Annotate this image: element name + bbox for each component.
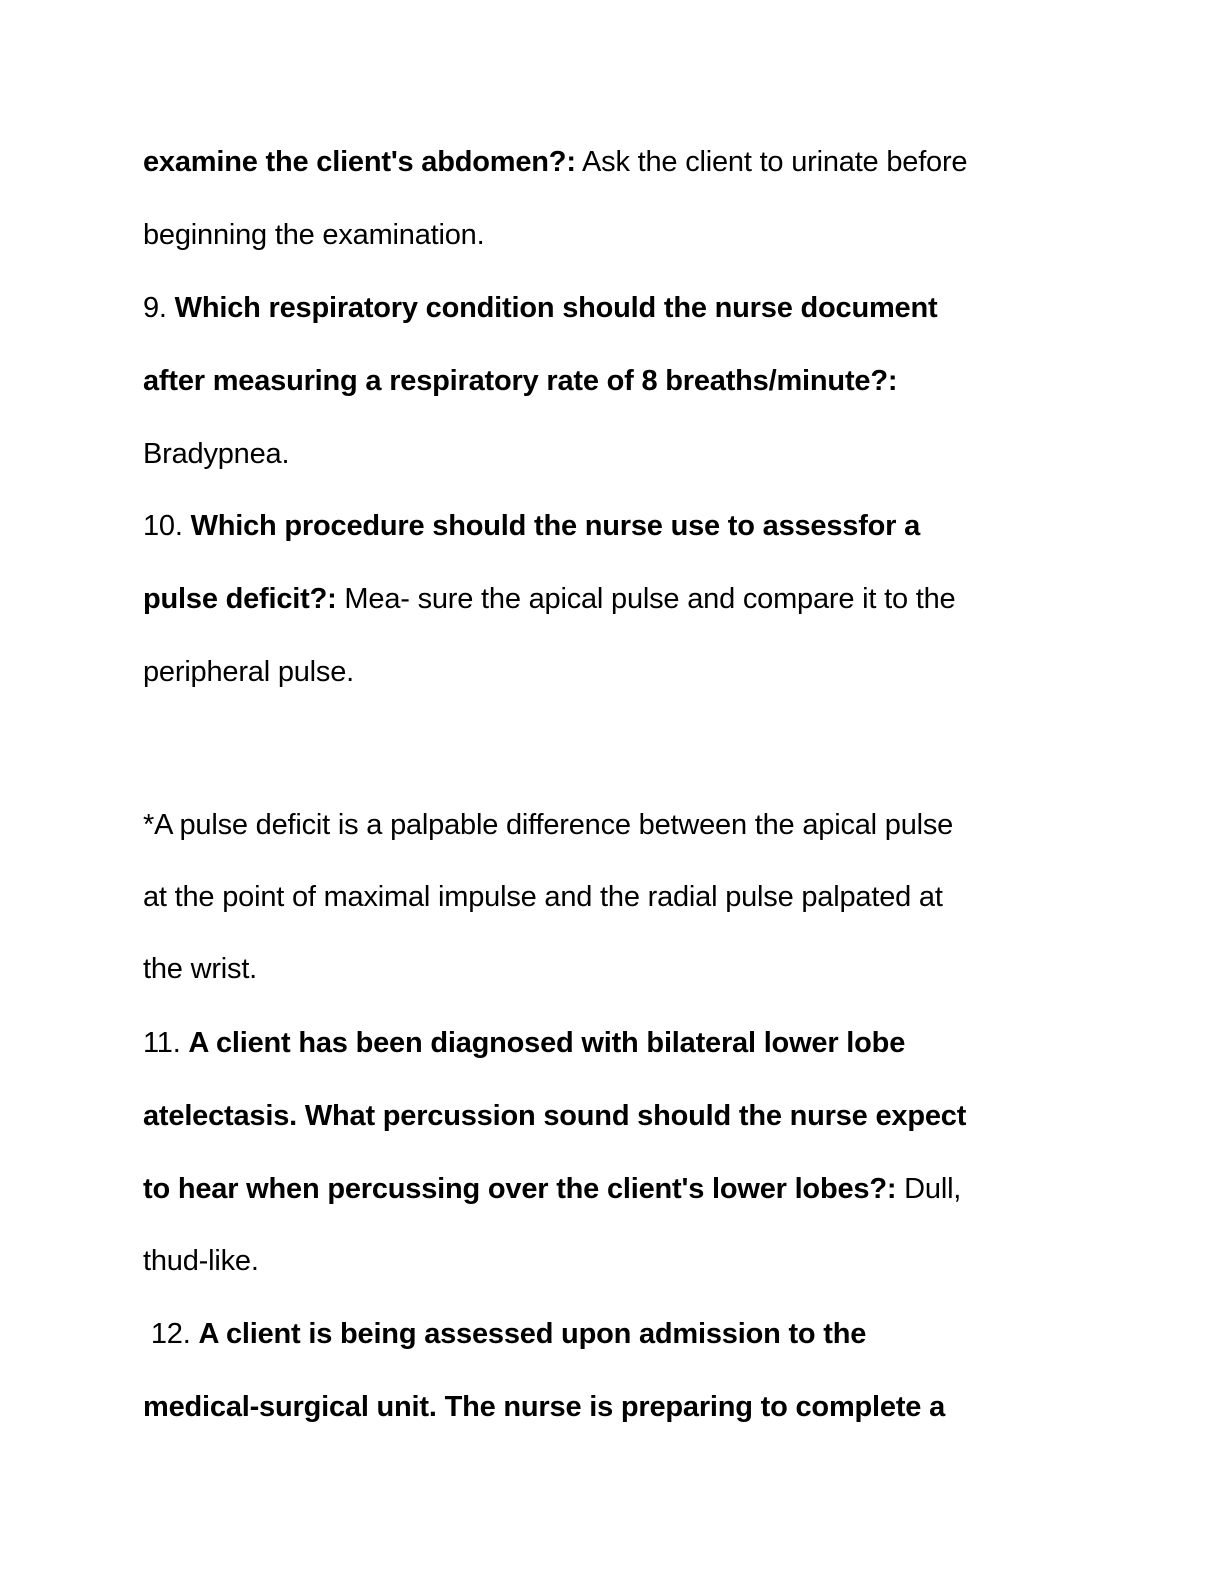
pulse-deficit-note: *A pulse deficit is a palpable difference between the apical pulse bbox=[143, 809, 954, 841]
q11-question-end: to hear when percussing over the client's lower lobes?: bbox=[143, 1173, 897, 1205]
q9-question: Which respiratory condition should the nurse document bbox=[174, 292, 938, 324]
note-line-2 bbox=[143, 879, 943, 915]
q11-line-3 bbox=[143, 1171, 961, 1207]
q10-line-2 bbox=[143, 581, 955, 617]
q9-number: 9. bbox=[143, 292, 175, 324]
q8-line-2 bbox=[143, 217, 484, 253]
q9-question-continued: after measuring a respiratory rate of 8 breaths/minute?: bbox=[143, 365, 898, 397]
q9-line-2 bbox=[143, 363, 897, 399]
q10-question-continued: pulse deficit?: bbox=[143, 583, 337, 615]
note-line-3 bbox=[143, 951, 257, 987]
q12-question-continued: medical-surgical unit. The nurse is preparing to complete a bbox=[143, 1391, 945, 1423]
q12-number: 12. bbox=[143, 1318, 199, 1350]
q10-question: Which procedure should the nurse use to assessfor a bbox=[190, 510, 921, 542]
q11-question: A client has been diagnosed with bilateral lower lobe bbox=[188, 1027, 906, 1059]
q10-number: 10. bbox=[143, 510, 191, 542]
q11-question-continued: atelectasis. What percussion sound should the nurse expect bbox=[143, 1100, 967, 1132]
q11-line-4 bbox=[143, 1243, 259, 1279]
pulse-deficit-note-end: the wrist. bbox=[143, 953, 258, 985]
note-line-1 bbox=[143, 807, 953, 843]
q8-answer: Ask the client to urinate before bbox=[575, 146, 968, 178]
q8-question-fragment: examine the client's abdomen?: bbox=[143, 146, 576, 178]
q10-line-1 bbox=[143, 508, 920, 544]
q11-line-1 bbox=[143, 1025, 905, 1061]
pulse-deficit-note-continued: at the point of maximal impulse and the radial pulse palpated at bbox=[143, 881, 943, 913]
q12-line-2 bbox=[143, 1389, 945, 1425]
q9-answer: Bradypnea. bbox=[143, 438, 290, 470]
q12-question: A client is being assessed upon admission to the bbox=[198, 1318, 867, 1350]
q9-line-3 bbox=[143, 436, 289, 472]
q11-answer-continued: thud-like. bbox=[143, 1245, 259, 1277]
q10-line-3 bbox=[143, 654, 354, 690]
q11-answer: Dull, bbox=[896, 1173, 962, 1205]
q8-answer-continued: beginning the examination. bbox=[143, 219, 485, 251]
q11-line-2 bbox=[143, 1098, 966, 1134]
q12-line-1 bbox=[143, 1316, 866, 1352]
q10-answer: Mea- sure the apical pulse and compare it to the bbox=[336, 583, 956, 615]
q10-answer-continued: peripheral pulse. bbox=[143, 656, 355, 688]
q8-line-1 bbox=[143, 144, 967, 180]
q9-line-1 bbox=[143, 290, 937, 326]
q11-number: 11. bbox=[143, 1027, 189, 1059]
